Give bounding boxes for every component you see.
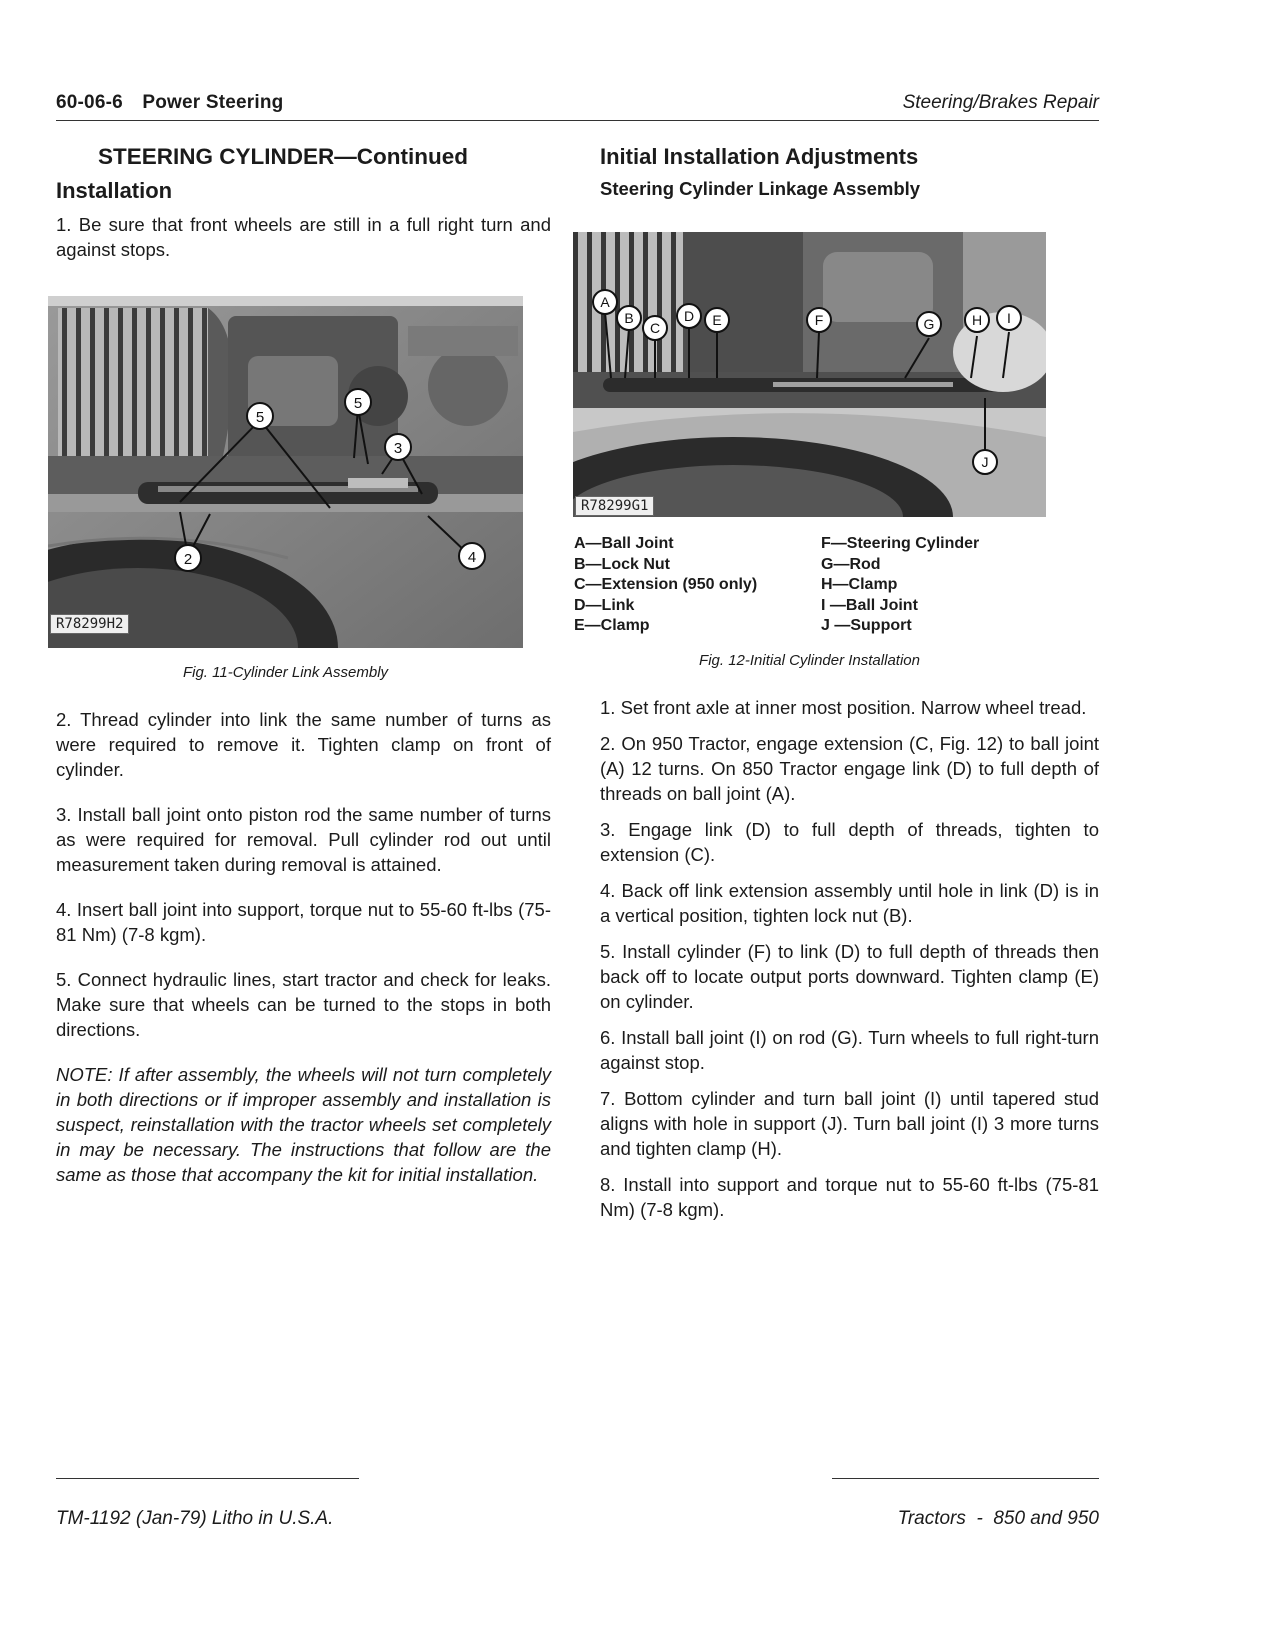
adjust-step-8: 8. Install into support and torque nut to 55-60 ft-lbs (75-81 Nm) (7-8 kgm). [600, 1174, 1099, 1220]
fig11-callout-2-label: 2 [183, 551, 193, 568]
fig12-photo-code: R78299G1 [575, 496, 654, 516]
linkage-subtitle: Steering Cylinder Linkage Assembly [600, 178, 921, 199]
adjustments-title: Initial Installation Adjustments [600, 144, 919, 169]
fig11-callout-3-label: 3 [393, 440, 403, 457]
install-step-2: 2. Thread cylinder into link the same number of turns as were required to remove it. Tighten clamp on front of cylinder. [56, 709, 551, 780]
fig11-callout-5b-label: 5 [353, 395, 363, 412]
adjust-step-2: 2. On 950 Tractor, engage extension (C, Fig. 12) to ball joint (A) 12 turns. On 850 Tractor engage link (D) to full depth of threads on ball joint (A). [600, 733, 1099, 804]
adjust-step-5: 5. Install cylinder (F) to link (D) to full depth of threads then back off to locate output ports downward. Tighten clamp (E) on cylinder. [600, 941, 1099, 1012]
adjust-step-1: 1. Set front axle at inner most position. Narrow wheel tread. [600, 697, 1087, 718]
left-column [56, 140, 551, 262]
page-number: 60-06-6 [56, 92, 123, 113]
fig12-callout-e-label: E [712, 312, 722, 328]
legend-item-j: J —Support [821, 617, 912, 634]
legend-item-d: D—Link [574, 596, 635, 614]
legend-item-b: B—Lock Nut [574, 555, 670, 573]
fig12-callout-a-label: A [600, 294, 610, 310]
fig11-caption: Fig. 11-Cylinder Link Assembly [182, 664, 389, 681]
adjust-step-7: 7. Bottom cylinder and turn ball joint (I) until tapered stud aligns with hole in support (J). Turn ball joint (I) 3 more turns and tighten clamp (H). [600, 1088, 1099, 1159]
fig12-caption: Fig. 12-Initial Cylinder Installation [699, 652, 920, 669]
legend-item-h: H—Clamp [821, 576, 898, 593]
fig12-callout-c-label: C [649, 320, 661, 336]
fig11-photo [48, 296, 523, 648]
footer-divider-right [832, 1478, 1099, 1479]
legend-item-f: F—Steering Cylinder [821, 535, 980, 552]
adjust-step-6: 6. Install ball joint (I) on rod (G). Turn wheels to full right-turn against stop. [600, 1027, 1099, 1073]
header-divider [56, 120, 1099, 121]
install-step-1: 1. Be sure that front wheels are still in a full right turn and against stops. [56, 214, 551, 260]
footer-divider-left [56, 1478, 359, 1479]
fig12-callout-b-label: B [624, 310, 634, 326]
legend-item-g: G—Rod [821, 555, 881, 573]
legend-item-c: C—Extension (950 only) [574, 576, 758, 593]
fig12-callout-h-label: H [971, 312, 983, 328]
header-left [56, 92, 284, 114]
fig11-callout-5a-label: 5 [255, 409, 265, 426]
legend-item-i: I —Ball Joint [821, 596, 918, 614]
install-step-4: 4. Insert ball joint into support, torque nut to 55-60 ft-lbs (75-81 Nm) (7-8 kgm). [56, 899, 551, 945]
install-step-3: 3. Install ball joint onto piston rod the same number of turns as were required for removal. Pull cylinder rod out until measurement taken during removal is attained. [56, 804, 551, 875]
adjust-step-3: 3. Engage link (D) to full depth of threads, tighten to extension (C). [600, 819, 1099, 865]
fig12-legend-left [574, 534, 757, 637]
adjust-step-4: 4. Back off link extension assembly until hole in link (D) is in a vertical position, tighten lock nut (B). [600, 880, 1099, 926]
fig11-callout-4-label: 4 [467, 549, 477, 566]
install-step-5: 5. Connect hydraulic lines, start tractor and check for leaks. Make sure that wheels can be turned to the stops in both directions. [56, 969, 551, 1040]
right-column [600, 140, 1099, 204]
fig11-illustration [48, 296, 523, 648]
fig12-callout-j-label: J [981, 454, 989, 470]
footer-document-id: TM-1192 (Jan-79) Litho in U.S.A. [56, 1508, 334, 1529]
footer-models: Tractors - 850 and 950 [897, 1508, 1099, 1529]
fig12-callout-f-label: F [814, 312, 824, 328]
legend-item-a: A—Ball Joint [574, 535, 674, 552]
fig12-callout-i-label: I [1007, 310, 1011, 326]
installation-heading: Installation [56, 178, 173, 203]
left-column-steps [56, 707, 551, 1187]
legend-item-e: E—Clamp [574, 617, 650, 634]
section-name: Power Steering [142, 92, 284, 113]
fig12-legend-right [821, 534, 979, 637]
section-title: STEERING CYLINDER—Continued [98, 144, 468, 169]
chapter-name: Steering/Brakes Repair [902, 92, 1099, 113]
fig12-callout-d-label: D [683, 308, 695, 324]
fig11-photo-code: R78299H2 [50, 614, 129, 634]
page-header [56, 92, 1099, 122]
installation-note: NOTE: If after assembly, the wheels will not turn completely in both directions or if improper assembly and installation is suspect, reinstallation with the tractor wheels set completely in may be necessary. The instructions that follow are the same as those that accompany the kit for initial installation. [56, 1064, 551, 1185]
fig12-photo [573, 232, 1046, 517]
right-column-steps [600, 695, 1099, 1222]
fig12-illustration [573, 232, 1046, 517]
fig12-callout-g-label: G [923, 316, 935, 332]
